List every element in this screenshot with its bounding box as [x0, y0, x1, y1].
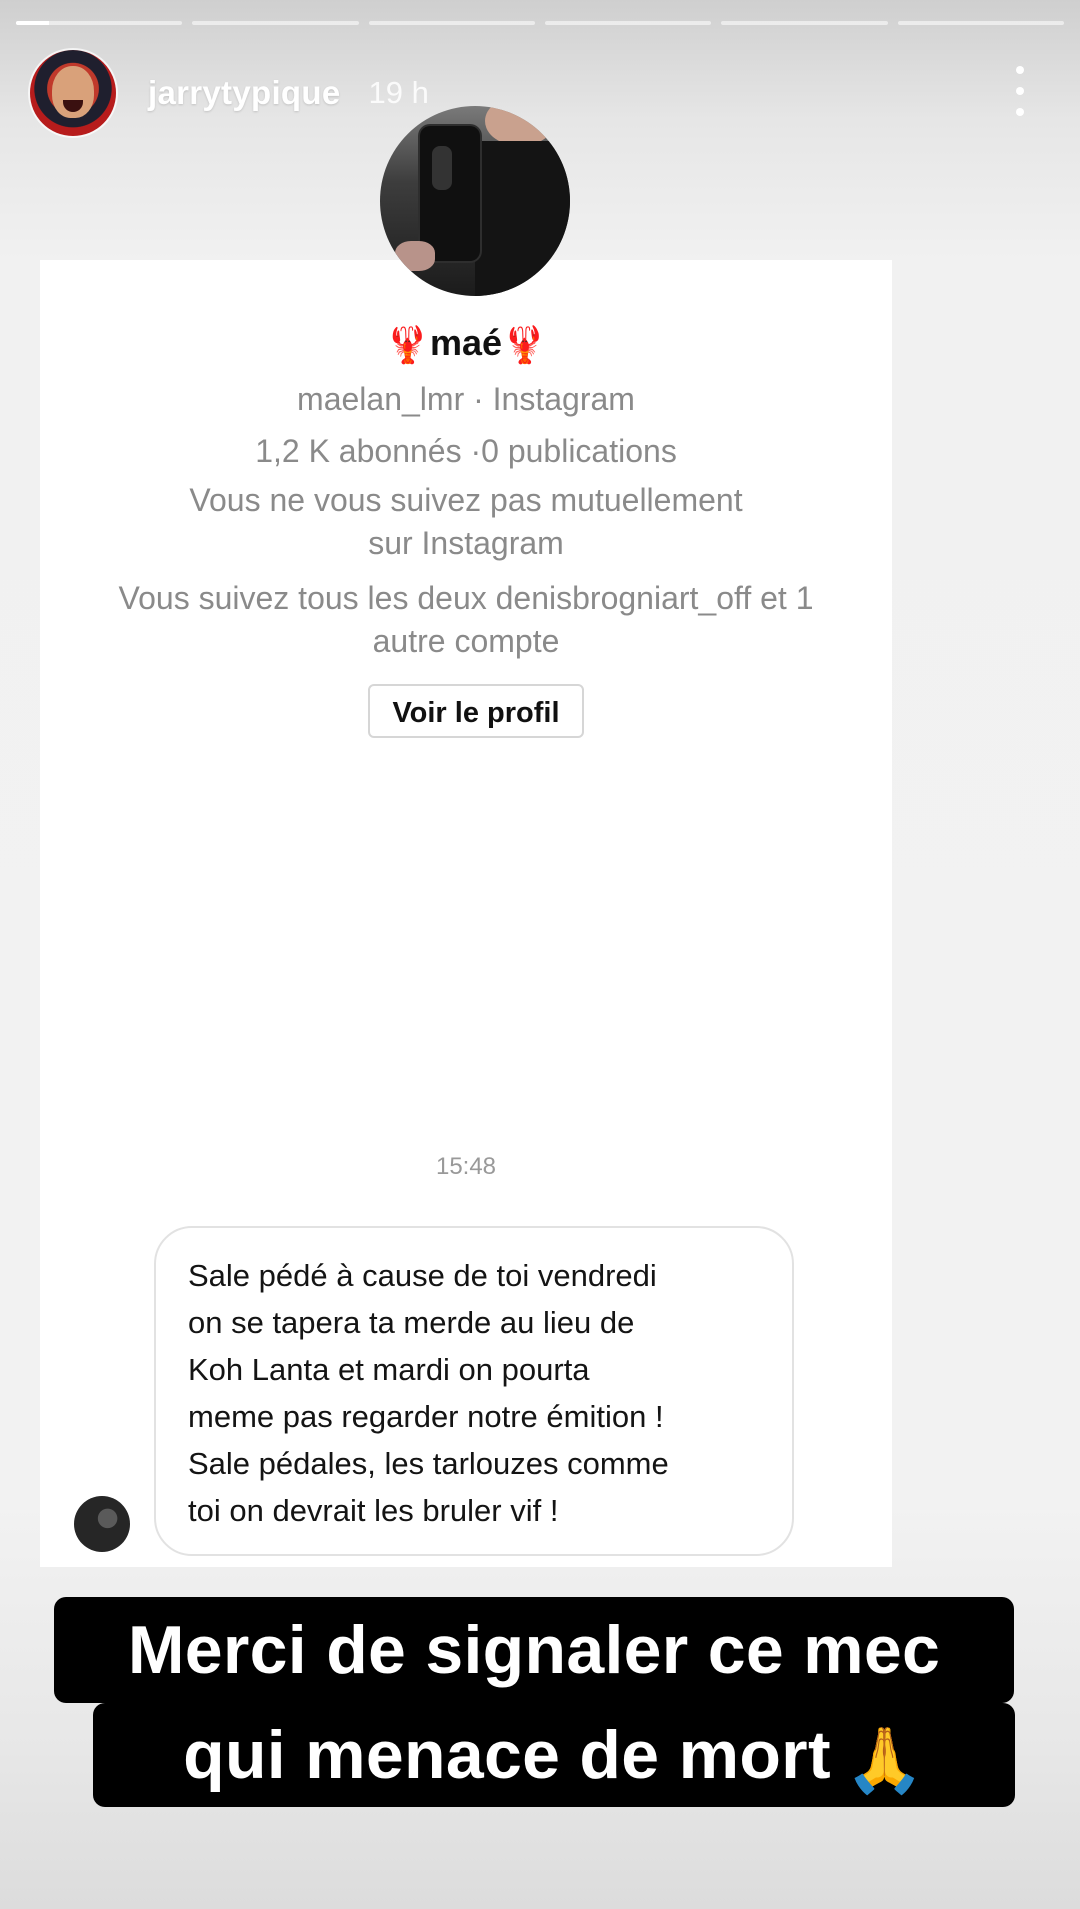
message-line: on se tapera ta merde au lieu de: [188, 1305, 635, 1340]
mutual-follow-text: [40, 479, 892, 565]
profile-handle: maelan_lmr · Instagram: [297, 381, 635, 417]
progress-segment: [369, 21, 535, 25]
story-time: 19 h: [368, 75, 429, 110]
lobster-icon: 🦞: [385, 324, 430, 365]
common-follow-line-2: autre compte: [372, 623, 560, 659]
mutual-follow-line-2: sur Instagram: [368, 525, 564, 561]
progress-segment: [192, 21, 358, 25]
progress-segment: [721, 21, 887, 25]
profile-picture: [380, 106, 570, 296]
message-bubble: [154, 1226, 794, 1556]
caption-line-2: [93, 1703, 1015, 1807]
more-options-icon[interactable]: [1010, 66, 1030, 116]
progress-segment: [898, 21, 1064, 25]
profile-stats: 1,2 K abonnés ·0 publications: [255, 433, 677, 469]
message-line: toi on devrait les bruler vif !: [188, 1493, 559, 1528]
story-username[interactable]: jarrytypique: [148, 74, 341, 111]
caption-line-2-text: qui menace de mort: [183, 1717, 831, 1793]
message-line: Koh Lanta et mardi on pourta: [188, 1352, 590, 1387]
sender-avatar: [74, 1496, 130, 1552]
view-profile-button[interactable]: Voir le profil: [368, 684, 584, 738]
story-progress-bar: [16, 21, 1064, 25]
common-follow-text: [40, 577, 892, 663]
message-line: Sale pédé à cause de toi vendredi: [188, 1258, 657, 1293]
message-timestamp: 15:48: [435, 1153, 497, 1180]
progress-segment: [16, 21, 182, 25]
mutual-follow-line-1: Vous ne vous suivez pas mutuellement: [189, 482, 743, 518]
praying-hands-icon: 🙏: [844, 1724, 925, 1796]
caption-line-1: Merci de signaler ce mec: [54, 1597, 1014, 1703]
common-follow-line-1: Vous suivez tous les deux denisbrogniart_off et 1: [118, 580, 814, 616]
profile-name-text: maé: [429, 322, 503, 363]
progress-segment: [545, 21, 711, 25]
story-avatar[interactable]: [30, 50, 116, 136]
lobster-icon: 🦞: [502, 324, 547, 365]
dm-screenshot: [40, 260, 892, 1567]
message-line: Sale pédales, les tarlouzes comme: [188, 1446, 669, 1481]
message-line: meme pas regarder notre émition !: [188, 1399, 664, 1434]
profile-display-name: [40, 322, 892, 366]
